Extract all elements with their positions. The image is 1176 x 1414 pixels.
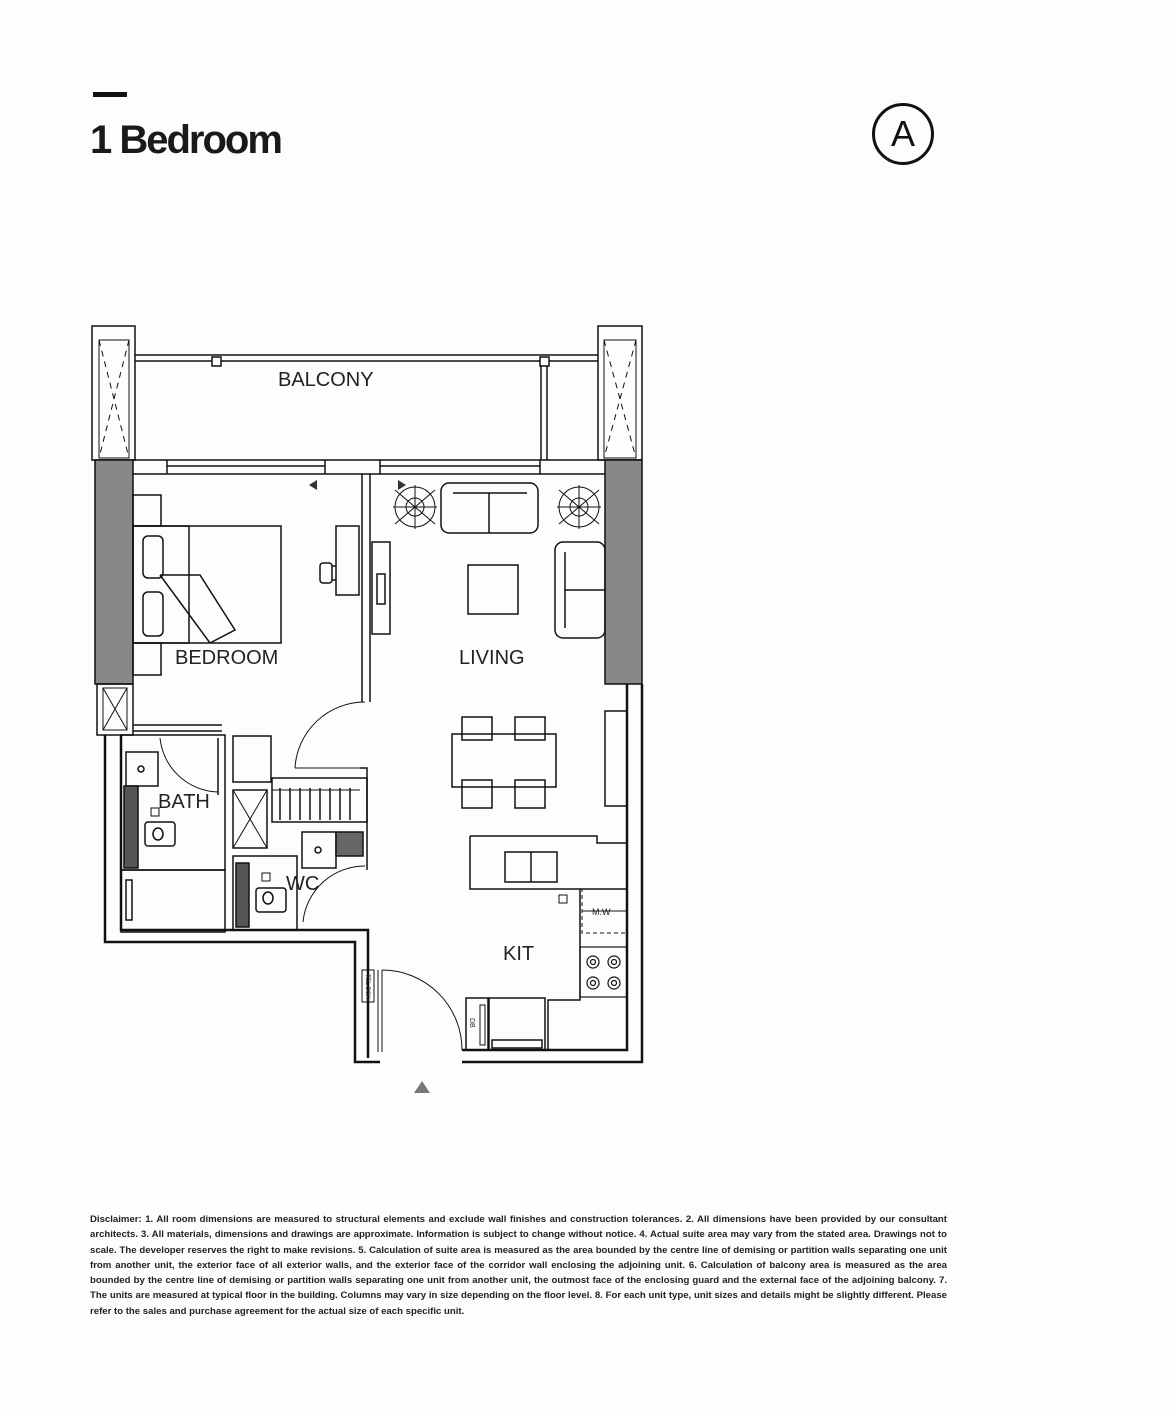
duct-left	[97, 684, 133, 735]
tel-box-label: TEL BOX	[364, 974, 370, 1000]
dining-table	[452, 717, 556, 808]
bedroom-label: BEDROOM	[175, 647, 279, 669]
sideboard	[605, 711, 627, 806]
kitchen-sink-small	[559, 895, 567, 903]
bath-label: BATH	[158, 791, 210, 813]
cooktop	[580, 947, 627, 997]
kitchen-island	[470, 836, 627, 1050]
coffee-table	[468, 565, 518, 614]
kitchen-label: KIT	[503, 943, 535, 965]
balcony-label: BALCONY	[278, 369, 374, 391]
page-title: 1 Bedroom	[90, 118, 281, 162]
desk	[320, 526, 359, 595]
balcony-column-right	[598, 326, 642, 460]
bathroom	[121, 735, 225, 932]
entry-arrow-icon	[414, 1081, 430, 1093]
marker-triangle-right	[398, 480, 406, 490]
plant-left	[393, 485, 437, 529]
fridge	[466, 998, 545, 1050]
shaft	[233, 790, 267, 848]
plant-right	[557, 485, 601, 529]
entry-door	[378, 970, 462, 1052]
living-label: LIVING	[459, 647, 525, 669]
wc-label: WC	[286, 873, 320, 895]
structural-column-left	[95, 460, 133, 684]
sofa-side	[555, 542, 605, 638]
bedroom-door-swing	[295, 702, 365, 768]
disclaimer-text: Disclaimer: 1. All room dimensions are measured to structural elements and exclude wall finishes and construction tolerances. 2. All dimensions have been provided by our consultant architects. 3. All materials, dimensions and drawings are approximate. Information is subject to change without notice. 4. Actual suite area may vary from the stated area. Drawings not to scale. The developer reserves the right to make revisions. 5. Calculation of suite area is measured as the area bounded by the centre line of demising or partition walls separating one unit from another unit, the exterior face of all exterior walls, and the exterior face of the corridor wall enclosing the adjoining unit. 6. Calculation of balcony area is measured as the area bounded by the centre line of demising or partition walls separating one unit from another unit, the outmost face of the enclosing guard and the external face of the adjoining balcony. 7. The units are measured at typical floor in the building. Columns may vary in size depending on the floor level. 8. For each unit type, unit sizes and details might be slightly different. Please refer to the sales and purchase agreement for the actual size of each specific unit.	[90, 1214, 947, 1317]
db-label: DB	[468, 1018, 475, 1028]
microwave-label: M.W	[592, 907, 611, 917]
marker-triangle-left	[309, 480, 317, 490]
sofa-top	[441, 483, 538, 533]
utility-cabinet	[233, 736, 271, 782]
exterior-walls	[105, 684, 642, 1062]
unit-type-badge: A	[872, 103, 934, 165]
bedroom-living-partition	[133, 474, 370, 731]
tv-console	[372, 542, 390, 634]
window-glazing	[95, 460, 642, 474]
structural-column-right	[605, 460, 642, 684]
balcony-column-left	[92, 326, 135, 460]
